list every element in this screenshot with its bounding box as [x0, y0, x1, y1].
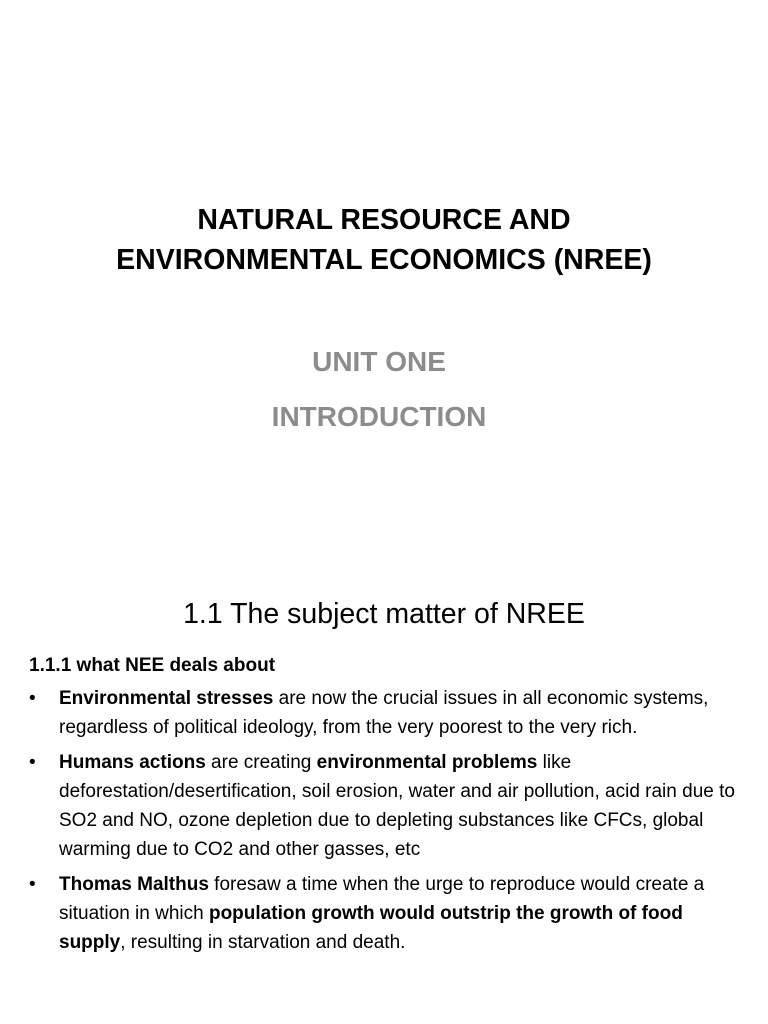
bullet-item — [29, 748, 749, 865]
slide-subtitle — [0, 334, 758, 444]
bullet-text: like deforestation/desertification, soil erosion, water and air pollution, acid rain due to SO2 and NO, ozone depletion due to depleting substances like CFCs, global warming due to CO2 and other gasses, etc — [59, 751, 735, 861]
bullet-item — [29, 684, 749, 743]
section-title: 1.1 The subject matter of NREE — [183, 598, 585, 630]
bullet-text: foresaw a time when the urge to reproduce would create a situation in which — [59, 873, 705, 925]
subtitle-line-2: INTRODUCTION — [271, 401, 487, 432]
bullet-list — [29, 684, 749, 963]
subtitle-line-1: UNIT ONE — [312, 346, 446, 377]
title-line-2: ENVIRONMENTAL ECONOMICS (NREE) — [116, 244, 652, 276]
bullet-text: , resulting in starvation and death. — [120, 932, 406, 954]
bullet-bold-text: Environmental stresses — [59, 688, 274, 709]
bullet-icon: • — [29, 873, 36, 895]
bullet-bold-text: environmental problems — [316, 751, 538, 773]
subsection-heading: 1.1.1 what NEE deals about — [29, 655, 276, 676]
bullet-bold-text: Thomas Malthus — [59, 873, 209, 895]
bullet-bold-text: Humans actions — [59, 751, 206, 773]
title-line-1: NATURAL RESOURCE AND — [197, 204, 571, 236]
bullet-icon: • — [29, 688, 36, 709]
bullet-item — [29, 870, 749, 958]
bullet-bold-text: population growth would outstrip the growth of food supply — [59, 903, 683, 954]
content-slide — [0, 570, 768, 1024]
bullet-icon: • — [29, 751, 36, 773]
slide-title — [0, 200, 768, 280]
bullet-text: are creating — [205, 751, 317, 773]
bullet-text: are now the crucial issues in all economic systems, regardless of political ideology, from the very poorest to the very rich. — [59, 688, 709, 739]
